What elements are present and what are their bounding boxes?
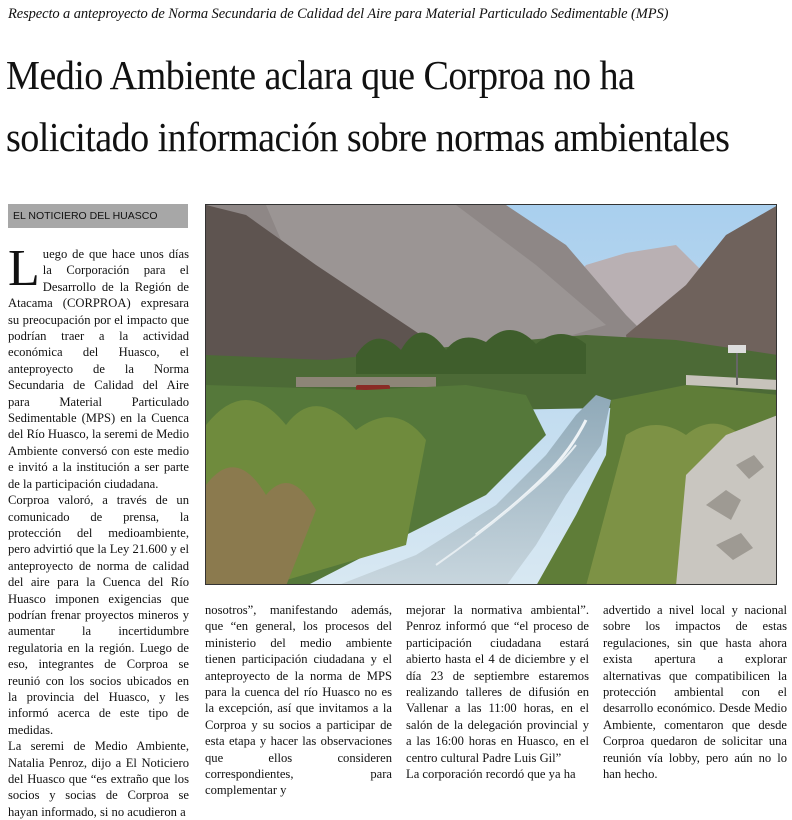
paragraph-1-text: uego de que hace unos días la Corporación para el Desarrollo de la Región de Atacama (CORPROA) expresara su preocupación por el impacto que podrían traer a la actividad económica del Huasco, el anteproyecto de la Norma Secundaria de Calidad del Aire para Material Particulado Sedimentable (MPS) en la Cuenca del Río Huasco, la seremi de Medio Ambiente conversó con este medio e invitó a la institución a ser parte de la participación ciudadana.: [8, 247, 189, 491]
paragraph-5: mejorar la normativa ambiental”. Penroz informó que “el proceso de participación ciudadana estará abierto hasta el 4 de diciembre y el día 23 de septiembre estaremos realizando talleres de difusión en Vallenar a las 11:00 horas, en el salón de la delegación provincial y a las 16:00 horas en Huasco, en el centro cultural Padre Luis Gil”: [406, 603, 589, 765]
drop-cap: L: [8, 240, 40, 297]
headline-line-1: Medio Ambiente aclara que Corproa no ha: [6, 52, 635, 98]
river-valley-photo: [205, 204, 777, 585]
column-3: [406, 602, 589, 782]
paragraph-3: La seremi de Medio Ambiente, Natalia Penroz, dijo a El Noticiero del Huasco que “es extraño que los socios y socias de Corproa se hayan informado, si no acudieron a: [8, 739, 189, 819]
headline: [6, 44, 731, 168]
paragraph-2: Corproa valoró, a través de un comunicado de prensa, la protección del medioambiente, pero advirtió que la Ley 21.600 y el anteproyecto de norma de calidad del aire para la Cuenca del Río Huasco imponen exigencias que podrían frenar proyectos mineros y aumentar la incertidumbre regulatoria en la región. Luego de eso, integrantes de Corproa se reunió con los socios ubicados en la provincia del Huasco, y les informó acerca de este tipo de medidas.: [8, 493, 189, 737]
paragraph-7: advertido a nivel local y nacional sobre los impactos de estas regulaciones, sin que hasta ahora exista apertura a explorar alternativas que compatibilicen la protección ambiental con el desarrollo económico. Desde Medio Ambiente, comentaron que desde Corproa quedaron de solicitar una reunión vía lobby, pero aún no lo han hecho.: [603, 603, 787, 782]
column-4: [603, 602, 787, 782]
source-label: EL NOTICIERO DEL HUASCO: [8, 204, 188, 228]
paragraph-1: [8, 240, 189, 492]
column-1: [8, 240, 189, 820]
headline-line-2: solicitado información sobre normas ambientales: [6, 114, 730, 160]
column-2: [205, 602, 392, 799]
kicker: Respecto a anteproyecto de Norma Secundaria de Calidad del Aire para Material Particulado Sedimentable (MPS): [8, 6, 669, 22]
paragraph-6: La corporación recordó que ya ha: [406, 767, 576, 782]
paragraph-4: nosotros”, manifestando además, que “en general, los procesos del ministerio del medio ambiente tienen participación ciudadana y el anteproyecto de la norma de MPS para la cuenca del río Huasco no es la excepción, así que invitamos a la Corproa y su socios a participar de esta etapa y hacer las observaciones que ellos consideren correspondientes, para complementar y: [205, 603, 392, 798]
river-valley-illustration: [206, 205, 777, 585]
